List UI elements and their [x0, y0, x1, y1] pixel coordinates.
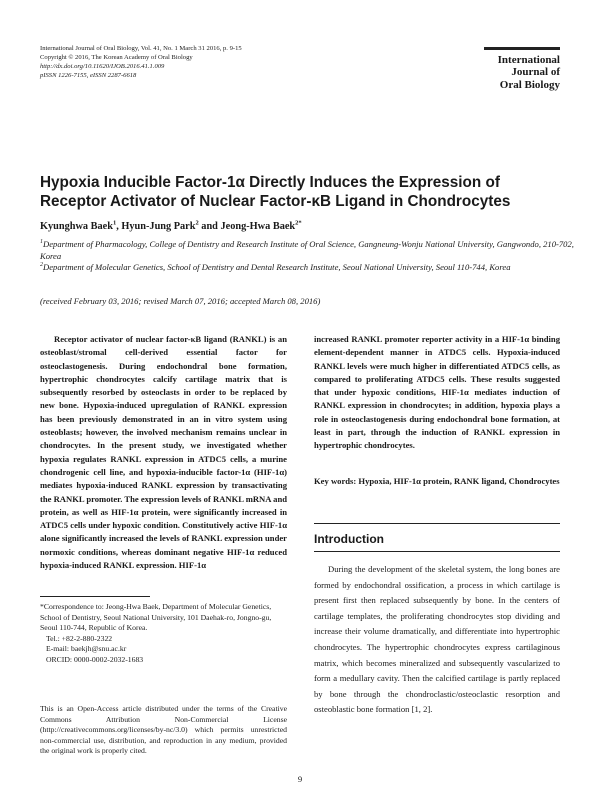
logo-bar — [484, 47, 560, 50]
author-affiliation-mark: 2 — [195, 219, 199, 227]
correspondence-address: *Correspondence to: Jeong-Hwa Baek, Department of Molecular Genetics, School of Dentistry, Seoul National University, 101 Daehak-ro, Jongno-gu, Seoul 110-744, Republic of Korea. — [40, 602, 272, 633]
author-separator: , — [116, 221, 122, 232]
affiliation-2: $^2$Department of Molecular Genetics, School of Dentistry and Dental Research Institute, Seoul National University, Seoul 110-744, Korea — [40, 262, 511, 273]
affiliation-1: $^1$Department of Pharmacology, College of Dentistry and Research Institute of Oral Science, Gangneung-Wonju National University, Gangwondo, 210-702, Korea — [40, 239, 574, 261]
open-access-license: This is an Open-Access article distributed under the terms of the Creative Commons Attribution Non-Commercial License (http://creativecommons.org/licenses/by-nc/3.0) which permits unrestricted non-commercial use, distribution, and reproduction in any medium, provided the original work is properly cited. — [40, 704, 287, 756]
page-number: 9 — [297, 774, 303, 784]
doi-link[interactable]: http://dx.doi.org/10.11620/IJOB.2016.41.1.009 — [40, 63, 165, 71]
issn-line: pISSN 1226-7155, eISSN 2287-6618 — [40, 72, 137, 80]
journal-citation-block — [40, 44, 360, 80]
footnote-rule — [40, 596, 150, 597]
citation-line: International Journal of Oral Biology, Vol. 41, No. 1 March 31 2016, p. 9-15 — [40, 45, 242, 52]
author-affiliation-mark: 2* — [295, 219, 302, 227]
journal-logo — [484, 47, 560, 95]
correspondence-footnote — [40, 602, 287, 666]
author-name: Hyun-Jung Park — [121, 221, 196, 232]
introduction-paragraph: During the development of the skeletal system, the long bones are formed by endochondral ossification, a process in which cartilage is present first then replaced subsequently by bone. In the centers of cartilage templates, the proliferating chondrocytes stop dividing and increase their volume dramatically, and differentiate into hypertrophic chondrocytes. The hypertrophic chondrocytes express cartilaginous matrix, which becomes mineralized and subsequently vascularized to form a medullary cavity. Then the calcified cartilage is partly replaced by bone through the chondroclastic/osteoclastic resorption and osteoblastic bone formation [1, 2]. — [314, 564, 560, 715]
journal-name: International Journal of Oral Biology — [497, 54, 560, 91]
affiliations — [40, 239, 575, 274]
paper-title: Hypoxia Inducible Factor-1α Directly Induces the Expression of Receptor Activator of Nuclear Factor-κB Ligand in Chondrocytes — [40, 174, 511, 210]
author-list — [40, 221, 560, 232]
section-rule — [314, 551, 560, 552]
author-separator: and — [198, 221, 221, 232]
keywords: Key words: Hypoxia, HIF-1α protein, RANK ligand, Chondrocytes — [314, 476, 560, 486]
section-rule — [314, 523, 560, 524]
introduction-text-block — [314, 562, 560, 718]
abstract-column-1 — [40, 333, 287, 572]
correspondence-email[interactable]: E-mail: baekjh@snu.ac.kr — [46, 644, 127, 654]
author-name: Kyunghwa Baek — [40, 221, 113, 232]
correspondence-orcid: ORCID: 0000-0002-2032-1683 — [46, 654, 144, 664]
copyright-line: Copyright © 2016, The Korean Academy of Oral Biology — [40, 54, 193, 62]
submission-dates: (received February 03, 2016; revised March 07, 2016; accepted March 08, 2016) — [40, 296, 321, 306]
introduction-heading: Introduction — [314, 532, 384, 546]
author-affiliation-mark: 1 — [112, 219, 117, 227]
abstract-column-2: increased RANKL promoter reporter activity in a HIF-1α binding element-dependent manner in ATDC5 cells. Hypoxia-induced RANKL levels were much higher in differentiated ATDC5 cells, as compared to proliferating ATDC5 cells. These results suggested that under hypoxic conditions, HIF-1α mediates induction of RANKL expression in chondrocytes; in addition, hypoxia plays a role in osteoclastogenesis during endochondral bone formation, at least in part, through the induction of RANKL expression in hypertrophic chondrocytes. — [314, 334, 560, 451]
correspondence-tel: Tel.: +82-2-880-2322 — [46, 633, 113, 643]
author-name: Jeong-Hwa Baek — [220, 221, 296, 232]
abstract-text: Receptor activator of nuclear factor-κB ligand (RANKL) is an osteoblast/stromal cell-derived essential factor for osteoclastogenesis. During endochondral bone formation, hypertrophic chondrocytes calcify cartilage matrix that is subsequently resorbed by osteoclasts in order to be replaced by new bone. Hypoxia-induced upregulation of RANKL expression has been previously demonstrated in an in vitro system using osteoblasts; however, the involved mechanism remains unclear in chondrocytes. In the present study, we investigated whether hypoxia regulates RANKL expression in ATDC5 cells, a murine chondrogenic cell line, and hypoxia-inducible factor-1α (HIF-1α) mediates hypoxia-induced RANKL expression by transactivating the RANKL promoter. The expression levels of RANKL mRNA and protein, as well as HIF-1α protein, were significantly increased in ATDC5 cells under hypoxic condition. Constitutively active HIF-1α alone significantly increased the levels of RANKL expression under normoxic conditions, whereas dominant negative HIF-1α reduced hypoxia-induced RANKL expression. HIF-1α — [40, 334, 288, 571]
